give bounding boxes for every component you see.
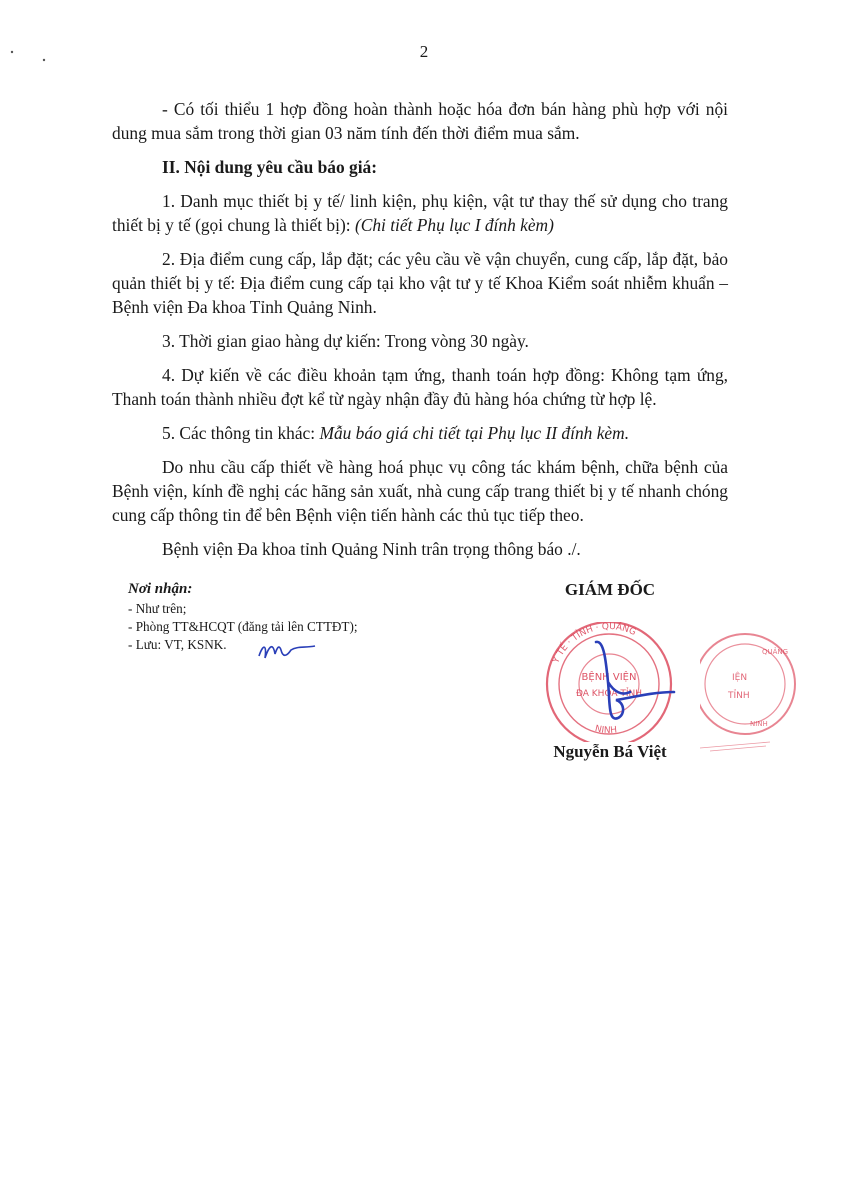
svg-text:TỈNH: TỈNH: [728, 691, 750, 701]
document-body: [112, 97, 728, 571]
paragraph-item-1-text: 1. Danh mục thiết bị y tế/ linh kiện, phụ kiện, vật tư thay thế sử dụng cho trang thiết bị y tế (gọi chung là thiết bị):: [112, 191, 728, 235]
section-heading-quote-requirements: II. Nội dung yêu cầu báo giá:: [162, 157, 378, 177]
svg-text:NINH: NINH: [593, 724, 618, 737]
paragraph-item-4: 4. Dự kiến về các điều khoản tạm ứng, thanh toán hợp đồng: Không tạm ứng, Thanh toán thành nhiều đợt kể từ ngày nhận đầy đủ hàng hóa chứng từ hợp lệ.: [112, 365, 728, 409]
signer-name: Nguyễn Bá Việt: [553, 742, 667, 761]
paragraph-contract-requirement: - Có tối thiểu 1 hợp đồng hoàn thành hoặc hóa đơn bán hàng phù hợp với nội dung mua sắm trong thời gian 03 năm tính đến thời điểm mua sắm.: [112, 99, 728, 143]
svg-text:IỆN: IỆN: [732, 673, 748, 683]
paragraph-item-5-text: 5. Các thông tin khác:: [162, 423, 320, 443]
paragraph-item-5-italic: Mẫu báo giá chi tiết tại Phụ lục II đính kèm.: [319, 423, 630, 443]
hospital-seal-stamp: [534, 622, 684, 742]
svg-text:BỆNH VIỆN: BỆNH VIỆN: [581, 672, 637, 683]
svg-text:ĐA KHOA TỈNH: ĐA KHOA TỈNH: [575, 689, 643, 699]
svg-text:QUẢNG: QUẢNG: [762, 648, 789, 656]
paragraph-item-1: [112, 189, 728, 237]
initials-signature: [257, 636, 317, 666]
paragraph-closing: Bệnh viện Đa khoa tỉnh Quảng Ninh trân trọng thông báo ./.: [162, 539, 581, 559]
paragraph-item-2: 2. Địa điểm cung cấp, lắp đặt; các yêu cầu về vận chuyển, cung cấp, lắp đặt, bảo quản thiết bị y tế: Địa điểm cung cấp tại kho vật tư y tế Khoa Kiểm soát nhiễm khuẩn – Bệnh viện Đa khoa Tỉnh Quảng Ninh.: [112, 249, 728, 317]
paragraph-request: Do nhu cầu cấp thiết về hàng hoá phục vụ công tác khám bệnh, chữa bệnh của Bệnh viện, kính đề nghị các hãng sản xuất, nhà cung cấp trang thiết bị y tế nhanh chóng cung cấp thông tin để bên Bệnh viện tiến hành các thủ tục tiếp theo.: [112, 457, 728, 525]
svg-text:NINH: NINH: [750, 720, 768, 728]
recipient-item: - Lưu: VT, KSNK.: [128, 637, 227, 652]
page-number: 2: [419, 42, 429, 61]
paragraph-item-1-italic: (Chi tiết Phụ lục I đính kèm): [354, 215, 554, 235]
recipient-item: - Phòng TT&HCQT (đăng tải lên CTTĐT);: [128, 619, 358, 634]
svg-text:Y TẾ · TỈNH · QUẢNG: Y TẾ · TỈNH · QUẢNG: [551, 622, 638, 666]
recipients-title: Nơi nhận:: [128, 581, 193, 597]
recipient-item: - Như trên;: [128, 601, 187, 616]
seal-overlap-stamp: [700, 618, 800, 753]
paragraph-item-3: 3. Thời gian giao hàng dự kiến: Trong vòng 30 ngày.: [162, 331, 529, 351]
paragraph-item-5: [112, 421, 728, 445]
signer-title: GIÁM ĐỐC: [564, 580, 656, 599]
